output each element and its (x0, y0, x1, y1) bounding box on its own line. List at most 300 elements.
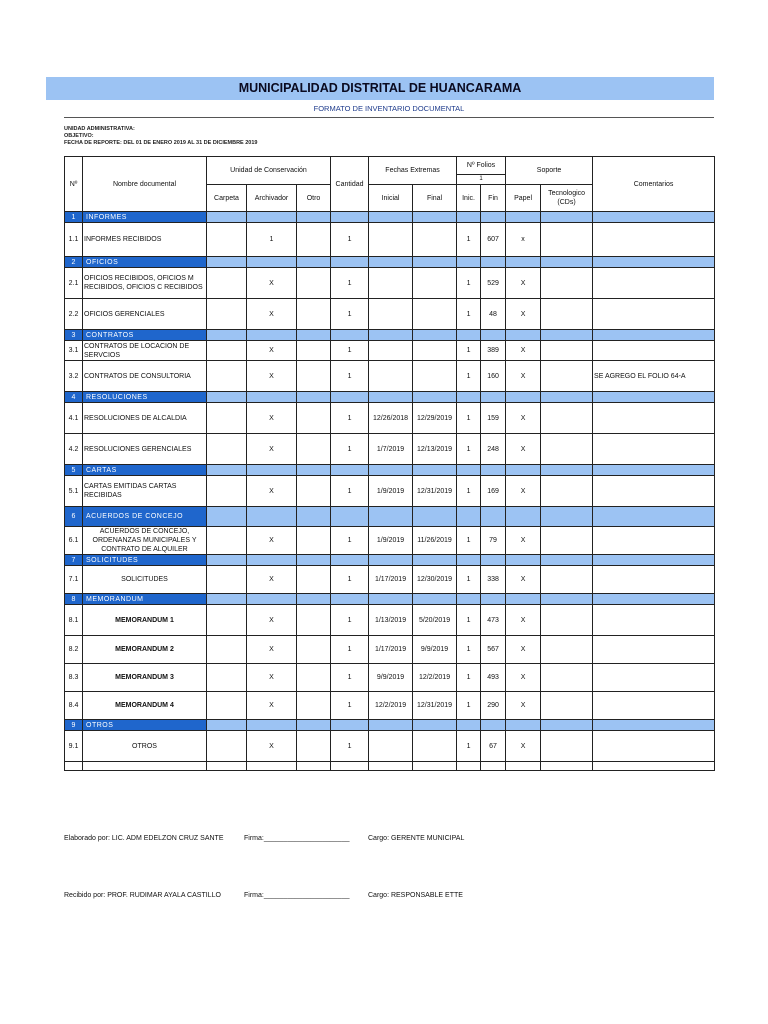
section-fill-cell (297, 465, 331, 476)
row-name: CARTAS EMITIDAS CARTAS RECIBIDAS (83, 476, 207, 507)
row-final: 12/31/2019 (413, 476, 457, 507)
row-inic: 1 (457, 434, 481, 465)
row-cantidad: 1 (331, 566, 369, 594)
row-final: 12/30/2019 (413, 566, 457, 594)
section-fill-cell (541, 507, 593, 527)
section-fill-cell (297, 392, 331, 403)
row-archivador: X (247, 527, 297, 555)
section-fill-cell (297, 257, 331, 268)
section-fill-cell (331, 212, 369, 223)
row-fin: 529 (481, 268, 506, 299)
row-otro (297, 527, 331, 555)
row-comentarios (593, 527, 715, 555)
row-otro (297, 566, 331, 594)
section-fill-cell (207, 330, 247, 341)
row-comentarios (593, 731, 715, 762)
row-inicial: 1/7/2019 (369, 434, 413, 465)
row-num: 3.2 (65, 361, 83, 392)
section-title: INFORMES (83, 212, 207, 223)
section-fill-cell (593, 720, 715, 731)
row-inicial: 12/2/2019 (369, 692, 413, 720)
section-number: 3 (65, 330, 83, 341)
table-row (65, 268, 715, 299)
row-fin: 248 (481, 434, 506, 465)
table-row (65, 341, 715, 361)
table-row (65, 692, 715, 720)
section-fill-cell (593, 330, 715, 341)
row-comentarios (593, 403, 715, 434)
row-carpeta (207, 223, 247, 257)
section-fill-cell (369, 212, 413, 223)
table-row (65, 527, 715, 555)
section-fill-cell (247, 330, 297, 341)
section-fill-cell (593, 465, 715, 476)
section-fill-cell (369, 257, 413, 268)
row-num: 8.1 (65, 605, 83, 636)
section-title: OFICIOS (83, 257, 207, 268)
row-inicial: 1/17/2019 (369, 636, 413, 664)
section-fill-cell (457, 392, 481, 403)
row-comentarios (593, 605, 715, 636)
section-fill-cell (413, 257, 457, 268)
row-tecnologico (541, 527, 593, 555)
row-inicial (369, 341, 413, 361)
row-fin: 79 (481, 527, 506, 555)
row-fin: 607 (481, 223, 506, 257)
row-tecnologico (541, 566, 593, 594)
empty-cell (369, 762, 413, 771)
table-row (65, 605, 715, 636)
section-fill-cell (331, 330, 369, 341)
row-archivador: 1 (247, 223, 297, 257)
col-tecnologico-header: Tecnologico (CDs) (541, 185, 593, 212)
section-fill-cell (369, 330, 413, 341)
row-archivador: X (247, 476, 297, 507)
section-fill-cell (506, 555, 541, 566)
row-tecnologico (541, 223, 593, 257)
section-fill-cell (506, 720, 541, 731)
row-name: OFICIOS GERENCIALES (83, 299, 207, 330)
row-cantidad: 1 (331, 434, 369, 465)
row-papel: x (506, 223, 541, 257)
row-fin: 493 (481, 664, 506, 692)
firma-recibido: Firma:______________________ (244, 892, 350, 899)
section-fill-cell (506, 594, 541, 605)
row-comentarios (593, 268, 715, 299)
row-final (413, 223, 457, 257)
row-otro (297, 434, 331, 465)
section-title: MEMORANDUM (83, 594, 207, 605)
section-fill-cell (207, 720, 247, 731)
section-fill-cell (541, 330, 593, 341)
row-name: CONTRATOS DE LOCACION DE SERVCIOS (83, 341, 207, 361)
row-final (413, 268, 457, 299)
row-cantidad: 1 (331, 223, 369, 257)
report-meta (64, 126, 257, 147)
empty-cell (413, 762, 457, 771)
row-otro (297, 692, 331, 720)
elaborado-por: Elaborado por: LIC. ADM EDELZON CRUZ SANTE (64, 835, 224, 842)
empty-cell (331, 762, 369, 771)
row-comentarios (593, 664, 715, 692)
empty-cell (83, 762, 207, 771)
section-number: 7 (65, 555, 83, 566)
section-header-row (65, 507, 715, 527)
col-cantidad-header: Cantidad (331, 157, 369, 212)
row-cantidad: 1 (331, 299, 369, 330)
col-folios-header (457, 157, 506, 185)
section-header-row (65, 594, 715, 605)
section-fill-cell (369, 720, 413, 731)
section-fill-cell (481, 594, 506, 605)
row-inic: 1 (457, 299, 481, 330)
section-title: SOLICITUDES (83, 555, 207, 566)
row-carpeta (207, 341, 247, 361)
section-fill-cell (593, 212, 715, 223)
col-inic-header: Inic. (457, 185, 481, 212)
section-fill-cell (207, 392, 247, 403)
row-archivador: X (247, 566, 297, 594)
section-fill-cell (413, 392, 457, 403)
row-num: 2.1 (65, 268, 83, 299)
section-fill-cell (207, 555, 247, 566)
row-fin: 290 (481, 692, 506, 720)
row-archivador: X (247, 268, 297, 299)
row-final (413, 341, 457, 361)
row-final: 12/13/2019 (413, 434, 457, 465)
section-fill-cell (331, 392, 369, 403)
row-name: ACUERDOS DE CONCEJO, ORDENANZAS MUNICIPALES Y CONTRATO DE ALQUILER (83, 527, 207, 555)
row-tecnologico (541, 268, 593, 299)
section-fill-cell (207, 507, 247, 527)
row-inicial: 1/13/2019 (369, 605, 413, 636)
col-nombre-header: Nombre documental (83, 157, 207, 212)
col-fechas-header: Fechas Extremas (369, 157, 457, 185)
col-num-header: Nº (65, 157, 83, 212)
row-final (413, 299, 457, 330)
table-row (65, 636, 715, 664)
row-inic: 1 (457, 566, 481, 594)
row-comentarios: SE AGREGO EL FOLIO 64-A (593, 361, 715, 392)
row-papel: X (506, 341, 541, 361)
row-archivador: X (247, 664, 297, 692)
row-otro (297, 636, 331, 664)
cargo-elaborado: Cargo: GERENTE MUNICIPAL (368, 835, 465, 842)
row-name: SOLICITUDES (83, 566, 207, 594)
row-num: 9.1 (65, 731, 83, 762)
meta-objetivo: OBJETIVO: (64, 133, 94, 139)
row-otro (297, 605, 331, 636)
row-num: 4.1 (65, 403, 83, 434)
row-num: 5.1 (65, 476, 83, 507)
row-carpeta (207, 692, 247, 720)
section-fill-cell (541, 555, 593, 566)
table-row (65, 476, 715, 507)
empty-cell (297, 762, 331, 771)
section-fill-cell (481, 720, 506, 731)
row-otro (297, 731, 331, 762)
section-fill-cell (413, 594, 457, 605)
section-fill-cell (541, 392, 593, 403)
row-carpeta (207, 299, 247, 330)
row-archivador: X (247, 434, 297, 465)
row-carpeta (207, 268, 247, 299)
section-fill-cell (297, 212, 331, 223)
row-inicial: 9/9/2019 (369, 664, 413, 692)
row-tecnologico (541, 434, 593, 465)
row-name: MEMORANDUM 1 (83, 605, 207, 636)
section-number: 1 (65, 212, 83, 223)
section-fill-cell (457, 594, 481, 605)
row-otro (297, 223, 331, 257)
row-comentarios (593, 299, 715, 330)
section-fill-cell (207, 465, 247, 476)
row-inic: 1 (457, 361, 481, 392)
row-inic: 1 (457, 341, 481, 361)
row-papel: X (506, 605, 541, 636)
empty-cell (247, 762, 297, 771)
row-cantidad: 1 (331, 636, 369, 664)
row-fin: 169 (481, 476, 506, 507)
section-fill-cell (331, 555, 369, 566)
section-fill-cell (481, 330, 506, 341)
row-comentarios (593, 434, 715, 465)
section-number: 4 (65, 392, 83, 403)
row-papel: X (506, 476, 541, 507)
row-carpeta (207, 403, 247, 434)
section-number: 9 (65, 720, 83, 731)
row-fin: 567 (481, 636, 506, 664)
row-final: 12/29/2019 (413, 403, 457, 434)
section-fill-cell (297, 720, 331, 731)
row-carpeta (207, 434, 247, 465)
section-fill-cell (481, 507, 506, 527)
section-fill-cell (541, 257, 593, 268)
inventory-table-body (65, 157, 715, 771)
section-fill-cell (247, 555, 297, 566)
section-fill-cell (481, 465, 506, 476)
table-row (65, 731, 715, 762)
empty-cell (65, 762, 83, 771)
table-row (65, 361, 715, 392)
section-fill-cell (413, 465, 457, 476)
section-title: CONTRATOS (83, 330, 207, 341)
section-fill-cell (541, 594, 593, 605)
section-title: OTROS (83, 720, 207, 731)
section-fill-cell (541, 720, 593, 731)
row-fin: 389 (481, 341, 506, 361)
row-archivador: X (247, 636, 297, 664)
row-inicial (369, 268, 413, 299)
section-fill-cell (457, 465, 481, 476)
section-fill-cell (413, 555, 457, 566)
row-fin: 67 (481, 731, 506, 762)
section-fill-cell (481, 555, 506, 566)
section-fill-cell (457, 720, 481, 731)
row-carpeta (207, 731, 247, 762)
row-papel: X (506, 361, 541, 392)
section-fill-cell (506, 212, 541, 223)
row-num: 8.3 (65, 664, 83, 692)
row-carpeta (207, 664, 247, 692)
row-name: INFORMES RECIBIDOS (83, 223, 207, 257)
row-tecnologico (541, 361, 593, 392)
row-final: 9/9/2019 (413, 636, 457, 664)
row-cantidad: 1 (331, 476, 369, 507)
section-header-row (65, 720, 715, 731)
section-fill-cell (593, 594, 715, 605)
section-header-row (65, 465, 715, 476)
section-header-row (65, 257, 715, 268)
section-header-row (65, 392, 715, 403)
firma-elaborado: Firma:______________________ (244, 835, 350, 842)
empty-cell (593, 762, 715, 771)
empty-row (65, 762, 715, 771)
section-fill-cell (331, 465, 369, 476)
row-name: RESOLUCIONES DE ALCALDIA (83, 403, 207, 434)
row-comentarios (593, 636, 715, 664)
empty-cell (457, 762, 481, 771)
section-fill-cell (207, 257, 247, 268)
section-title: ACUERDOS DE CONCEJO (83, 507, 207, 527)
row-name: CONTRATOS DE CONSULTORIA (83, 361, 207, 392)
row-inic: 1 (457, 223, 481, 257)
row-cantidad: 1 (331, 731, 369, 762)
row-carpeta (207, 476, 247, 507)
section-fill-cell (207, 594, 247, 605)
row-fin: 160 (481, 361, 506, 392)
row-inicial: 1/9/2019 (369, 476, 413, 507)
section-fill-cell (331, 507, 369, 527)
row-num: 8.2 (65, 636, 83, 664)
section-header-row (65, 330, 715, 341)
row-num: 2.2 (65, 299, 83, 330)
col-final-header: Final (413, 185, 457, 212)
row-cantidad: 1 (331, 361, 369, 392)
section-fill-cell (369, 392, 413, 403)
row-inic: 1 (457, 403, 481, 434)
row-tecnologico (541, 692, 593, 720)
row-num: 6.1 (65, 527, 83, 555)
col-fin-header: Fin (481, 185, 506, 212)
empty-cell (207, 762, 247, 771)
row-archivador: X (247, 731, 297, 762)
row-cantidad: 1 (331, 605, 369, 636)
row-num: 4.2 (65, 434, 83, 465)
section-fill-cell (331, 594, 369, 605)
row-inicial (369, 299, 413, 330)
row-final: 12/2/2019 (413, 664, 457, 692)
row-inic: 1 (457, 476, 481, 507)
row-comentarios (593, 566, 715, 594)
section-fill-cell (247, 594, 297, 605)
section-fill-cell (481, 392, 506, 403)
section-fill-cell (247, 720, 297, 731)
section-fill-cell (457, 507, 481, 527)
row-inicial (369, 731, 413, 762)
section-fill-cell (481, 212, 506, 223)
row-inicial: 12/26/2018 (369, 403, 413, 434)
section-fill-cell (506, 257, 541, 268)
row-final: 11/26/2019 (413, 527, 457, 555)
row-cantidad: 1 (331, 341, 369, 361)
section-fill-cell (541, 212, 593, 223)
row-inic: 1 (457, 731, 481, 762)
row-tecnologico (541, 403, 593, 434)
row-inic: 1 (457, 636, 481, 664)
row-papel: X (506, 664, 541, 692)
table-row (65, 664, 715, 692)
row-num: 3.1 (65, 341, 83, 361)
row-inicial (369, 223, 413, 257)
section-fill-cell (593, 257, 715, 268)
table-row (65, 223, 715, 257)
row-archivador: X (247, 403, 297, 434)
row-fin: 159 (481, 403, 506, 434)
section-fill-cell (369, 465, 413, 476)
row-comentarios (593, 223, 715, 257)
empty-cell (481, 762, 506, 771)
row-otro (297, 476, 331, 507)
section-fill-cell (247, 257, 297, 268)
section-fill-cell (506, 392, 541, 403)
row-cantidad: 1 (331, 268, 369, 299)
section-fill-cell (413, 507, 457, 527)
row-papel: X (506, 692, 541, 720)
section-fill-cell (331, 720, 369, 731)
section-header-row (65, 555, 715, 566)
col-inicial-header: Inicial (369, 185, 413, 212)
row-comentarios (593, 341, 715, 361)
section-fill-cell (457, 257, 481, 268)
row-archivador: X (247, 692, 297, 720)
section-number: 8 (65, 594, 83, 605)
row-fin: 338 (481, 566, 506, 594)
section-title: RESOLUCIONES (83, 392, 207, 403)
row-otro (297, 299, 331, 330)
table-row (65, 566, 715, 594)
table-header-row-1 (65, 157, 715, 185)
row-archivador: X (247, 299, 297, 330)
row-tecnologico (541, 341, 593, 361)
section-fill-cell (247, 507, 297, 527)
section-fill-cell (413, 212, 457, 223)
row-inic: 1 (457, 692, 481, 720)
row-inicial: 1/17/2019 (369, 566, 413, 594)
row-fin: 48 (481, 299, 506, 330)
section-fill-cell (413, 720, 457, 731)
row-inic: 1 (457, 605, 481, 636)
section-fill-cell (506, 330, 541, 341)
section-fill-cell (593, 555, 715, 566)
row-comentarios (593, 692, 715, 720)
row-num: 7.1 (65, 566, 83, 594)
row-carpeta (207, 605, 247, 636)
row-tecnologico (541, 731, 593, 762)
document-subtitle: FORMATO DE INVENTARIO DOCUMENTAL (313, 104, 465, 113)
section-fill-cell (331, 257, 369, 268)
row-carpeta (207, 361, 247, 392)
section-fill-cell (297, 594, 331, 605)
section-fill-cell (247, 465, 297, 476)
row-otro (297, 403, 331, 434)
row-name: RESOLUCIONES GERENCIALES (83, 434, 207, 465)
section-fill-cell (297, 330, 331, 341)
row-archivador: X (247, 605, 297, 636)
row-cantidad: 1 (331, 664, 369, 692)
section-fill-cell (593, 392, 715, 403)
row-archivador: X (247, 341, 297, 361)
